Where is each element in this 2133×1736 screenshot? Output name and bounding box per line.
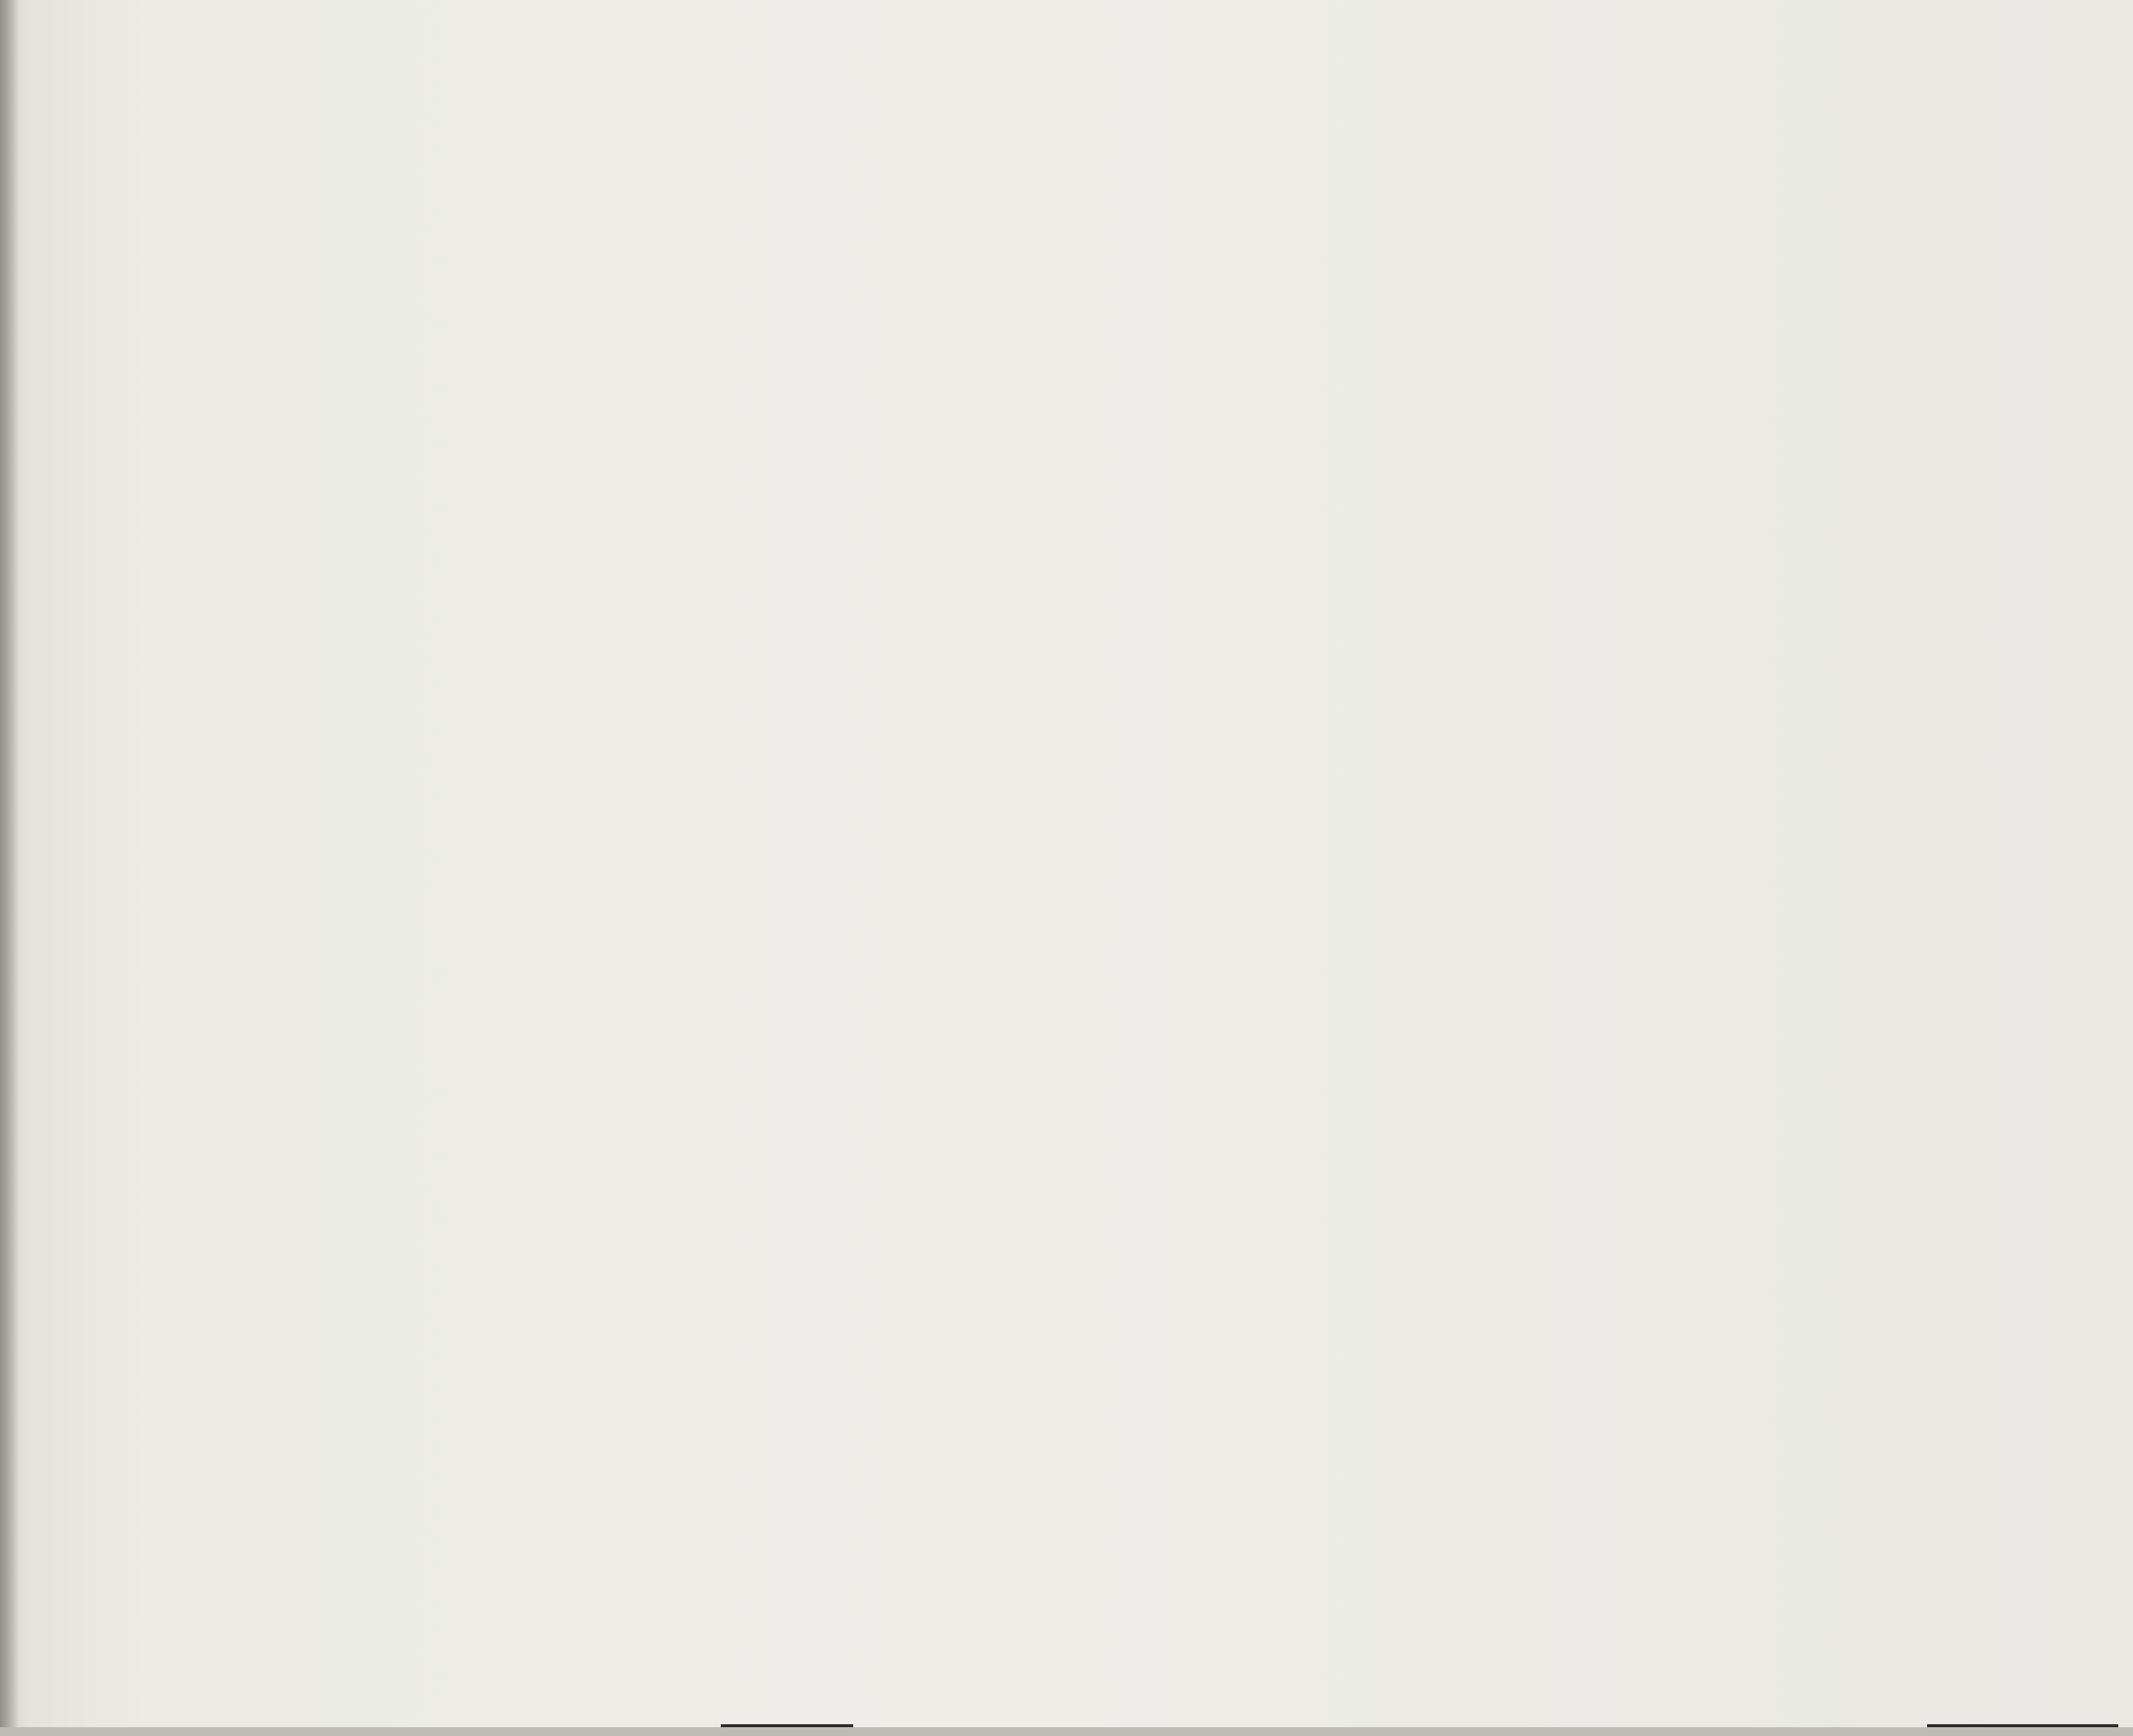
page-edge-shadow: [0, 0, 19, 1736]
page-bottom-edge: [0, 1727, 2133, 1736]
